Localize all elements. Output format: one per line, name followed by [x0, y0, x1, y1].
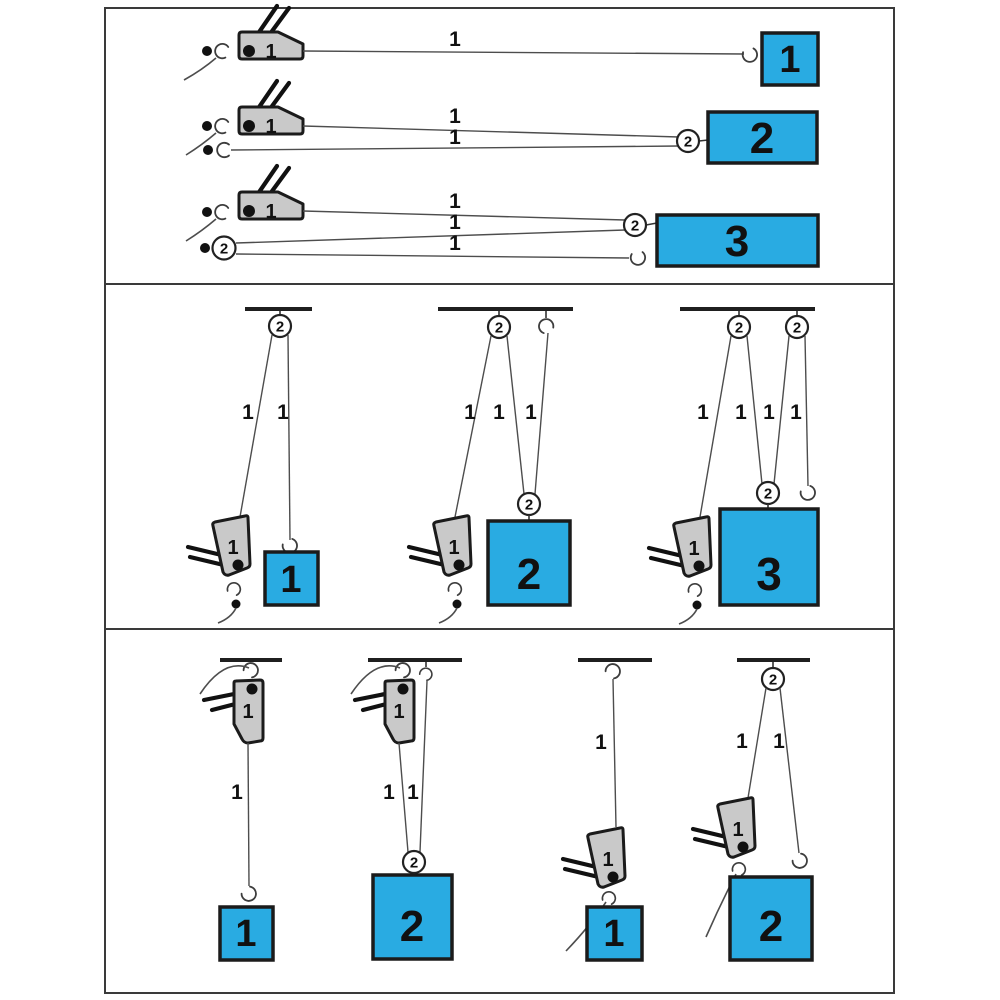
rope-load-label: 1	[407, 781, 419, 804]
load-label: 1	[779, 39, 801, 81]
pulley-label: 2	[734, 319, 744, 337]
anchor-point	[200, 243, 210, 253]
hoist-label: 1	[265, 116, 277, 138]
pulley	[757, 482, 779, 504]
pulley-label: 2	[494, 319, 504, 337]
load-label: 2	[516, 550, 542, 599]
pulley	[213, 237, 236, 260]
rope-load-label: 1	[383, 781, 395, 804]
rope-load-label: 1	[449, 232, 461, 255]
rope-load-label: 1	[735, 401, 747, 424]
pulley	[624, 214, 646, 236]
hoist-label: 1	[393, 701, 405, 723]
rope-load-label: 1	[464, 401, 476, 424]
pulley	[403, 851, 425, 873]
hoist-label: 1	[688, 538, 700, 560]
load-label: 3	[724, 217, 750, 266]
rope-load-label: 1	[763, 401, 775, 424]
load-label: 2	[749, 114, 775, 163]
pulley	[728, 316, 750, 338]
rope-load-label: 1	[449, 28, 461, 51]
rope-load-label: 1	[449, 211, 461, 234]
pulley	[518, 493, 540, 515]
load-label: 1	[235, 913, 257, 955]
anchor-point	[203, 145, 213, 155]
hoist-label: 1	[732, 819, 744, 841]
pulley-label: 2	[768, 671, 778, 689]
pulley-label: 2	[792, 319, 802, 337]
rope-load-label: 1	[449, 105, 461, 128]
rope-load-label: 1	[525, 401, 537, 424]
pulley-label: 2	[683, 133, 693, 151]
pulley-label: 2	[219, 240, 229, 258]
rope-load-label: 1	[736, 730, 748, 753]
rope-load-label: 1	[773, 730, 785, 753]
hoist-label: 1	[448, 537, 460, 559]
rope-load-label: 1	[493, 401, 505, 424]
hoist-label: 1	[227, 537, 239, 559]
rope-load-label: 1	[595, 731, 607, 754]
load-label: 1	[603, 913, 625, 955]
pulley	[762, 668, 784, 690]
pulley-label: 2	[763, 485, 773, 503]
hoist-label: 1	[265, 201, 277, 223]
rope-load-label: 1	[790, 401, 802, 424]
chain-end	[693, 601, 702, 610]
pulley-label: 2	[275, 318, 285, 336]
pulley	[269, 315, 291, 337]
rope-load-label: 1	[449, 126, 461, 149]
chain-end	[453, 600, 462, 609]
pulley-label: 2	[524, 496, 534, 514]
load-label: 3	[756, 548, 782, 600]
hoist-label: 1	[602, 849, 614, 871]
pulley	[786, 316, 808, 338]
rope-load-label: 1	[242, 401, 254, 424]
anchor-point	[202, 121, 212, 131]
anchor-point	[202, 46, 212, 56]
anchor-point	[202, 207, 212, 217]
pulley-label: 2	[409, 854, 419, 872]
rope-load-label: 1	[697, 401, 709, 424]
hoist-label: 1	[265, 41, 277, 63]
pulley	[488, 316, 510, 338]
pulley	[677, 130, 699, 152]
rope-load-label: 1	[277, 401, 289, 424]
rope-load-label: 1	[449, 190, 461, 213]
hoist-label: 1	[242, 701, 254, 723]
chain-end	[232, 600, 241, 609]
rope	[248, 743, 249, 886]
rope-load-label: 1	[231, 781, 243, 804]
load-label: 2	[399, 902, 425, 951]
load-label: 2	[758, 902, 784, 951]
pulley-label: 2	[630, 217, 640, 235]
load-label: 1	[280, 559, 302, 601]
